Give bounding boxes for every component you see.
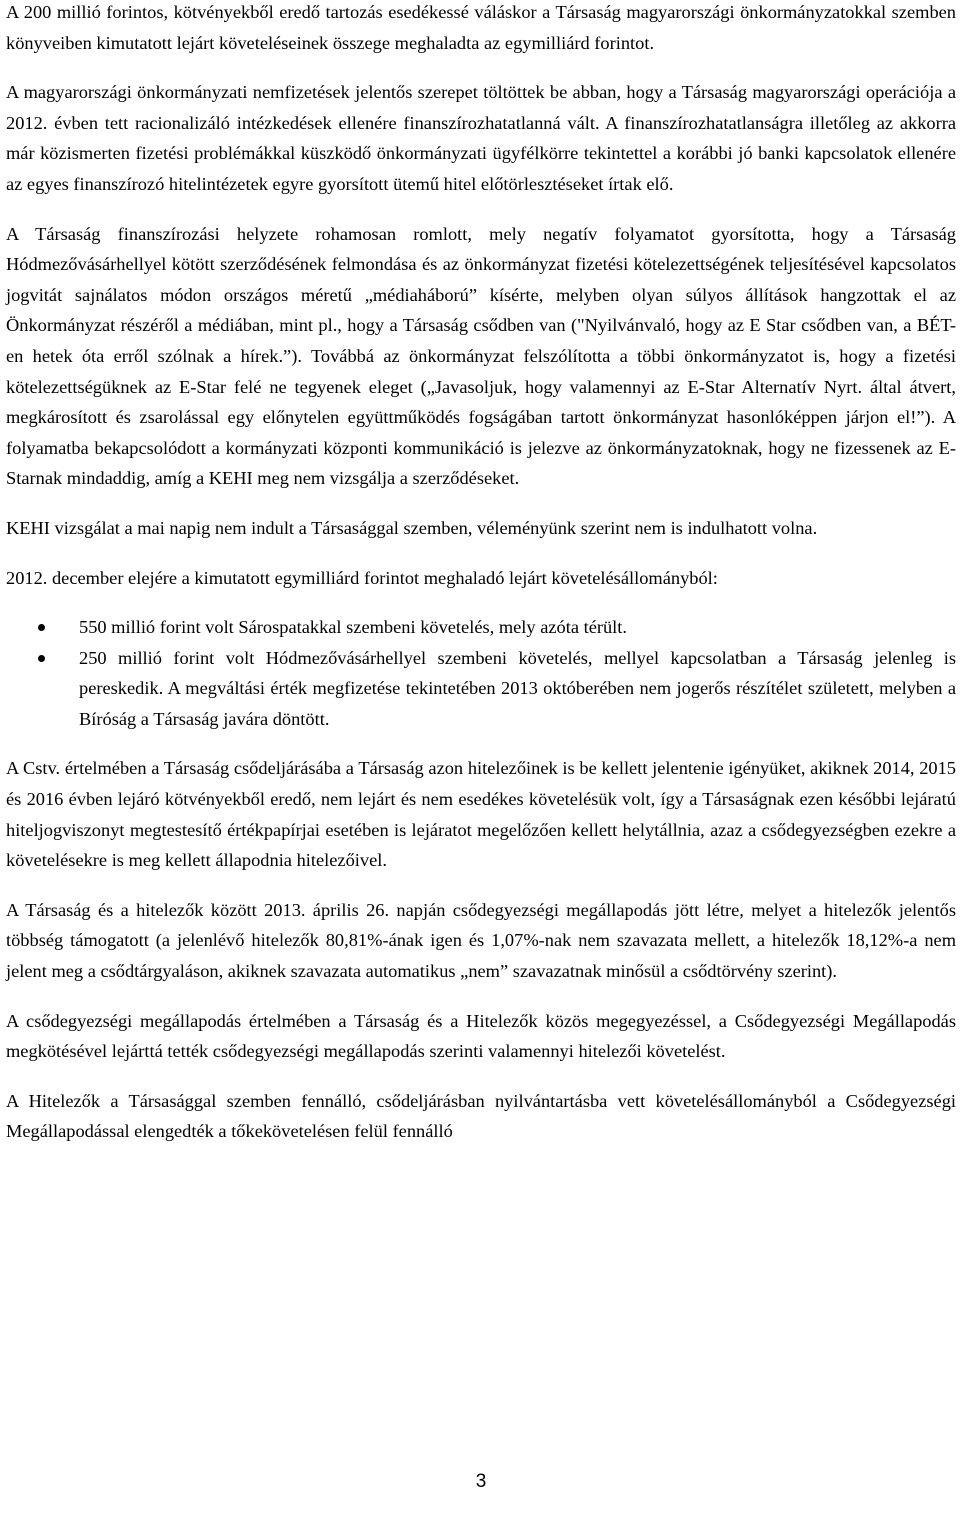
paragraph-creditors-waiver: A Hitelezők a Társasággal szemben fennálló, csődeljárásban nyilvántartásba vett követelésállományból a Csődegyezségi Megállapodással elengedték a tőkekövetelésen felül fennálló [6,1090,956,1142]
paragraph-bankruptcy-agreement: A Társaság és a hitelezők között 2013. április 26. napján csődegyezségi megállapodás jött létre, melyet a hitelezők jelentős többség támogatott (a jelenlévő hitelezők 80,81%-ának igen és 1,07%-nak nem szavazata mellett, a hitelezők 18,12%-a nem jelent meg a csődtárgyaláson, akiknek szavazata automatikus „nem” szavazatnak minősül a csődtörvény szerint). [6,899,956,982]
paragraph-financing-situation: A Társaság finanszírozási helyzete rohamosan romlott, mely negatív folyamatot gyorsította, hogy a Társaság Hódmezővásárhellyel kötött szerződésének felmondása és az önkormányzat fizetési kötelezettségének teljesítésével kapcsolatos jogvitát sajnálatos módon országos méretű „médiaháború” kísérte, melyben olyan súlyos állítások hangzottak el az Önkormányzat részéről a médiában, mint pl., hogy a Társaság csődben van ("Nyilvánvaló, hogy az E Star csődben van, a BÉT-en hetek óta erről szólnak a hírek.”). Továbbá az önkormányzat felszólította a többi önkormányzatot is, hogy a fizetési kötelezettségüknek az E-Star felé ne tegyenek eleget („Javasoljuk, hogy valamennyi az E-Star Alternatív Nyrt. által átvert, megkárosított és zsarolással egy előnytelen együttműködés fogságában tartott önkormányzat hasonlóképpen járjon el!”). A folyamatba bekapcsolódott a kormányzati központi kommunikáció is jelezve az önkormányzatoknak, hogy ne fizessenek az E-Starnak mindaddig, amíg a KEHI meg nem vizsgálja a szerződéseket. [6,223,956,489]
paragraph-cstv-obligations: A Cstv. értelmében a Társaság csődeljárásába a Társaság azon hitelezőinek is be kellett jelentenie igényüket, akiknek 2014, 2015 és 2016 évben lejáró kötvényekből eredő, nem lejárt és nem esedékes követelésük volt, így a Társaságnak ezen későbbi lejáratú hiteljogviszonyt megtestesítő értékpapírjai esetében is lejáratot megelőzően kellett helytállnia, azaz a csődegyezségben ezekre a követelésekre is meg kellett állapodnia hitelezőivel. [6,758,956,871]
paragraph-agreement-terms: A csődegyezségi megállapodás értelmében a Társaság és a Hitelezők közös megegyezéssel, a Csődegyezségi Megállapodás megkötésével lejárttá tették csődegyezségi megállapodás szerinti valamennyi hitelezői követelést. [6,1010,956,1062]
paragraph-december-receivables: 2012. december elejére a kimutatott egymilliárd forintot meghaladó lejárt követelésállományból: [6,567,718,588]
bullet-icon [38,624,45,631]
paragraph-kehi-investigation: KEHI vizsgálat a mai napig nem indult a Társasággal szemben, véleményünk szerint nem is indulhatott volna. [6,517,818,538]
list-item [6,643,956,735]
paragraph-nonpayment-impact: A magyarországi önkormányzati nemfizetések jelentős szerepet töltöttek be abban, hogy a Társaság magyarországi operációja a 2012. évben tett racionalizáló intézkedések ellenére finanszírozhatatlanná vált. A finanszírozhatatlanságra illetőleg az akkorra már közismerten fizetési problémákkal küszködő önkormányzati ügyfélkörre tekintettel a korábbi jó banki kapcsolatok ellenére az egyes finanszírozó hitelintézetek egyre gyorsított ütemű hitel előtörlesztéseket írtak elő. [6,82,956,194]
bullet-icon [38,655,45,662]
receivables-list [6,612,956,734]
page-number: 3 [475,1471,487,1492]
list-item-text: 550 millió forint volt Sárospatakkal szembeni követelés, mely azóta térült. [79,617,628,638]
list-item [6,612,956,643]
paragraph-debt-overview: A 200 millió forintos, kötvényekből eredő tartozás esedékessé váláskor a Társaság magyarországi önkormányzatokkal szemben könyveiben kimutatott lejárt követeléseinek összege meghaladta az egymilliárd forintot. [6,2,956,53]
list-item-text: 250 millió forint volt Hódmezővásárhellyel szembeni követelés, mellyel kapcsolatban a Társaság jelenleg is pereskedik. A megváltási érték megfizetése tekintetében 2013 októberében nem jogerős részítélet született, melyben a Bíróság a Társaság javára döntött. [79,647,956,729]
document-page [6,0,956,1513]
